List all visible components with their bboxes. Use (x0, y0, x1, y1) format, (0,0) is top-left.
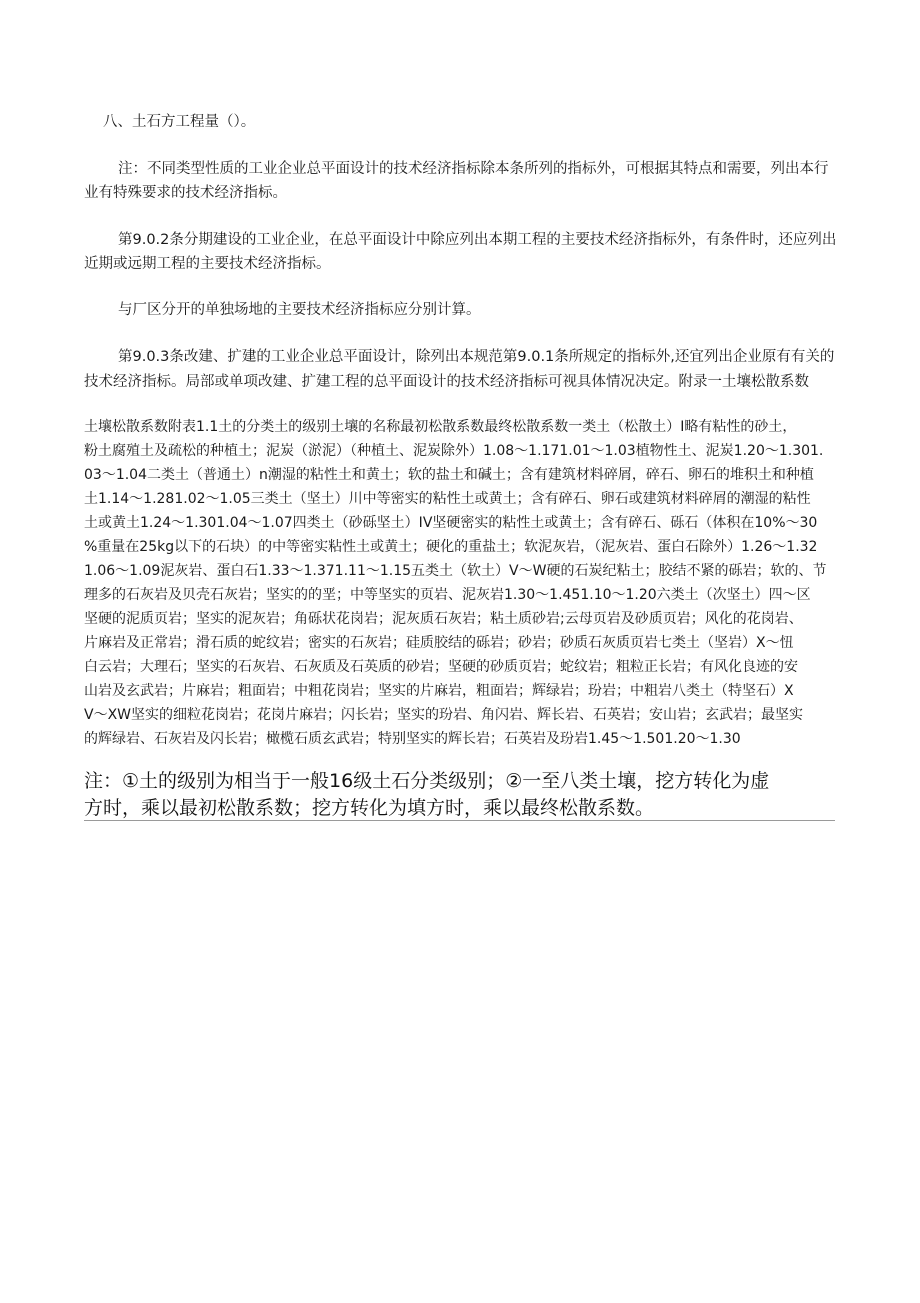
table-text-line: 土或黄土1.24～1.301.04～1.07四类土（砂砾坚土）IV坚硬密实的粘性土或黄土；含有碎石、砾石（体积在10%～30 (84, 515, 818, 531)
clause-902-line-2: 近期或远期工程的主要技术经济指标。 (84, 256, 331, 272)
note-1-line-2: 业有特殊要求的技术经济指标。 (84, 185, 287, 201)
table-text-line: 坚硬的泥质页岩；坚实的泥灰岩；角砾状花岗岩；泥灰质石灰岩；粘土质砂岩;云母页岩及砂质页岩；风化的花岗岩、 (84, 611, 803, 627)
final-note-line-2: 方时，乘以最初松散系数；挖方转化为填方时，乘以最终松散系数。 (84, 797, 655, 819)
separate-site-paragraph: 与厂区分开的单独场地的主要技术经济指标应分别计算。 (118, 302, 481, 318)
table-text-line: %重量在25kg以下的石块）的中等密实粘性土或黄土；硬化的重盐土；软泥灰岩，（泥灰岩、蛋白石除外）1.26～1.32 (84, 539, 818, 555)
horizontal-rule (84, 820, 835, 821)
section-heading: 八、土石方工程量（）。 (103, 114, 256, 130)
final-note (84, 768, 844, 822)
table-text-line: 土壤松散系数附表1.1土的分类土的级别土壤的名称最初松散系数最终松散系数一类土（松散土）I略有粘性的砂土， (84, 419, 797, 435)
clause-903-line-1: 第9.0.3条改建、扩建的工业企业总平面设计，除列出本规范第9.0.1条所规定的指标外,还宜列出企业原有有关的 (118, 349, 835, 365)
table-text-line: 片麻岩及正常岩；滑石质的蛇纹岩；密实的石灰岩；硅质胶结的砾岩；砂岩；砂质石灰质页岩七类土（坚岩）X～忸 (84, 635, 794, 651)
clause-902-line-1: 第9.0.2条分期建设的工业企业，在总平面设计中除应列出本期工程的主要技术经济指标外，有条件时，还应列出 (118, 232, 837, 248)
table-text-line: 粉土腐殖土及疏松的种植土；泥炭（淤泥）（种植土、泥炭除外）1.08～1.171.01～1.03植物性土、泥炭1.20～1.301. (84, 443, 824, 459)
table-text-line: 理多的石灰岩及贝壳石灰岩；坚实的的垩；中等坚实的页岩、泥灰岩1.30～1.451.10～1.20六类土（次坚土）四～区 (84, 587, 811, 603)
table-text-line: 1.06～1.09泥灰岩、蛋白石1.33～1.371.11～1.15五类土（软土）V～W硬的石炭纪粘土；胶结不紧的砾岩；软的、节 (84, 563, 827, 579)
table-text-line: 土1.14～1.281.02～1.05三类土（坚土）川中等密实的粘性土或黄土；含有碎石、卵石或建筑材料碎屑的潮湿的粘性 (84, 491, 811, 507)
soil-loosening-coefficient-table-text (84, 415, 844, 751)
table-text-line: V～XW坚实的细粒花岗岩；花岗片麻岩；闪长岩；坚实的玢岩、角闪岩、辉长岩、石英岩；安山岩；玄武岩；最坚实 (84, 707, 804, 723)
table-text-line: 的辉绿岩、石灰岩及闪长岩；橄榄石质玄武岩；特别坚实的辉长岩；石英岩及玢岩1.45～1.501.20～1.30 (84, 731, 741, 747)
table-text-line: 白云岩；大理石；坚实的石灰岩、石灰质及石英质的砂岩；坚硬的砂质页岩；蛇纹岩；粗粒正长岩；有风化良迹的安 (84, 659, 798, 675)
note-1-line-1: 注：不同类型性质的工业企业总平面设计的技术经济指标除本条所列的指标外，可根据其特点和需要，列出本行 (118, 161, 829, 177)
table-text-line: 山岩及玄武岩；片麻岩；粗面岩；中粗花岗岩；坚实的片麻岩，粗面岩；辉绿岩；玢岩；中粗岩八类土（特坚石）X (84, 683, 794, 699)
final-note-line-1: 注：①土的级别为相当于一般16级土石分类级别；②一至八类土壤，挖方转化为虚 (84, 770, 770, 792)
clause-903-line-2: 技术经济指标。局部或单项改建、扩建工程的总平面设计的技术经济指标可视具体情况决定。附录一土壤松散系数 (84, 374, 809, 390)
table-text-line: 03～1.04二类土（普通土）n潮湿的粘性土和黄土；软的盐土和碱土；含有建筑材料碎屑，碎石、卵石的堆积土和种植 (84, 467, 814, 483)
